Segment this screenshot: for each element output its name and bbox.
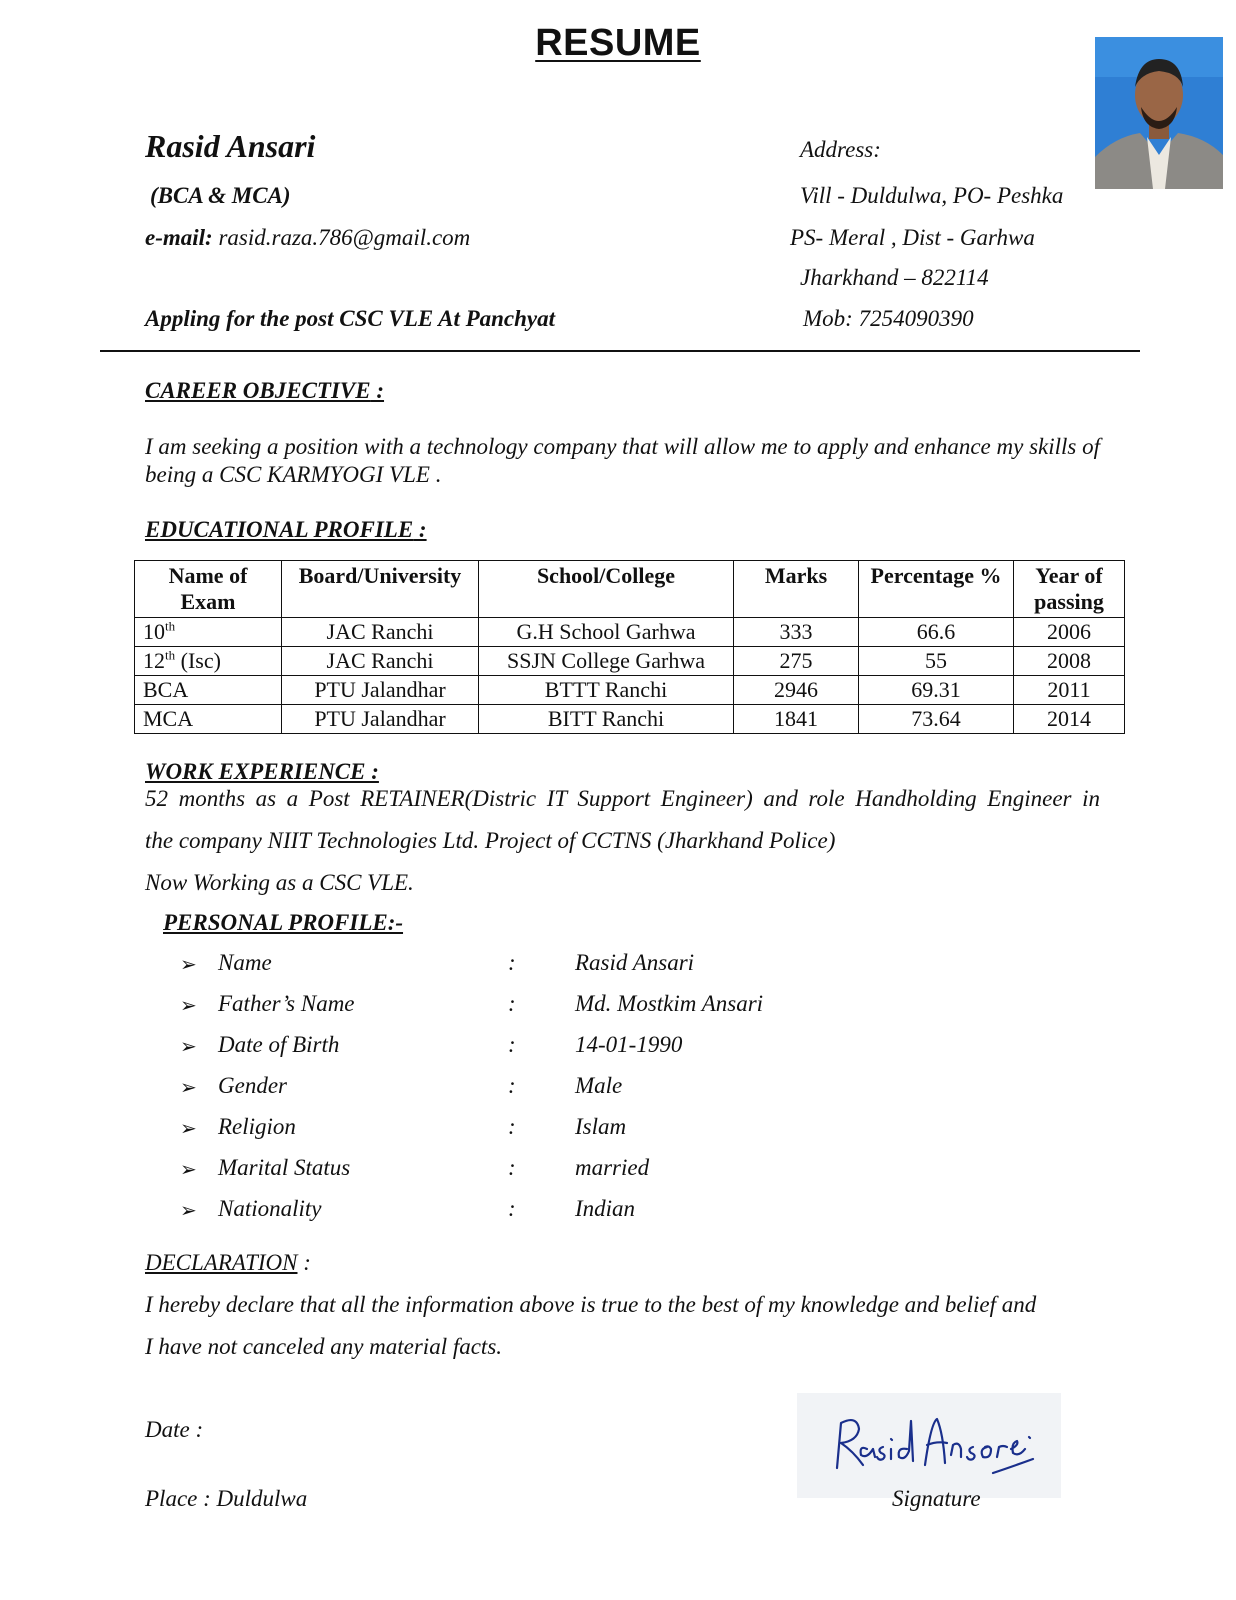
board-cell: JAC Ranchi: [282, 618, 479, 647]
personal-value: Indian: [575, 1196, 636, 1221]
personal-item-father-name: ➢ Father’s Name : Md. Mostkim Ansari: [180, 991, 764, 1017]
address-line-1: Vill - Duldulwa, PO- Peshka: [800, 183, 1064, 208]
educational-profile-heading: EDUCATIONAL PROFILE :: [145, 517, 427, 542]
personal-value: Islam: [575, 1114, 627, 1139]
arrowhead-bullet-icon: ➢: [180, 1036, 197, 1058]
table-row: [135, 676, 1125, 705]
column-header: Year of passing: [1014, 561, 1125, 618]
address-line-3: Jharkhand – 822114: [800, 265, 989, 290]
candidate-name: Rasid Ansari: [145, 128, 316, 164]
personal-label: Religion: [218, 1114, 296, 1139]
year-cell: 2006: [1014, 618, 1125, 647]
place-line: Place : Duldulwa: [145, 1486, 308, 1511]
column-header: Name of Exam: [135, 561, 282, 618]
school-cell: BITT Ranchi: [479, 705, 734, 734]
percentage-cell: 66.6: [859, 618, 1014, 647]
personal-item-marital-status: ➢ Marital Status : married: [180, 1155, 650, 1181]
personal-label: Nationality: [218, 1196, 322, 1221]
work-experience-heading: WORK EXPERIENCE :: [145, 759, 379, 784]
header-divider: [100, 350, 1140, 352]
personal-value: Md. Mostkim Ansari: [575, 991, 764, 1016]
personal-item-nationality: ➢ Nationality : Indian: [180, 1196, 636, 1222]
personal-item-name: ➢ Name : Rasid Ansari: [180, 950, 695, 976]
work-experience-line-3: Now Working as a CSC VLE.: [145, 870, 414, 895]
applying-for-post: Appling for the post CSC VLE At Panchyat: [145, 306, 556, 331]
year-cell: 2014: [1014, 705, 1125, 734]
percentage-cell: 55: [859, 647, 1014, 676]
board-cell: PTU Jalandhar: [282, 705, 479, 734]
mobile-number: Mob: 7254090390: [803, 306, 974, 331]
work-experience-line-1: 52 months as a Post RETAINER(Distric IT Support Engineer) and role Handholding Engineer in: [145, 786, 1100, 811]
year-cell: 2011: [1014, 676, 1125, 705]
board-cell: JAC Ranchi: [282, 647, 479, 676]
personal-item-date-of-birth: ➢ Date of Birth : 14-01-1990: [180, 1032, 683, 1058]
personal-label: Father’s Name: [218, 991, 355, 1016]
declaration-heading: DECLARATION :: [145, 1250, 311, 1275]
arrowhead-bullet-icon: ➢: [180, 1077, 197, 1099]
arrowhead-bullet-icon: ➢: [180, 954, 197, 976]
percentage-cell: 69.31: [859, 676, 1014, 705]
exam-cell: BCA: [135, 676, 282, 705]
personal-value: Rasid Ansari: [575, 950, 695, 975]
column-header: Board/University: [282, 561, 479, 618]
email-label: e-mail:: [145, 225, 213, 250]
marks-cell: 275: [734, 647, 859, 676]
year-cell: 2008: [1014, 647, 1125, 676]
column-header: School/College: [479, 561, 734, 618]
personal-label: Marital Status: [218, 1155, 351, 1180]
personal-item-gender: ➢ Gender : Male: [180, 1073, 623, 1099]
degrees: (BCA & MCA): [150, 183, 291, 208]
career-objective-heading: CAREER OBJECTIVE :: [145, 378, 385, 403]
school-cell: G.H School Garhwa: [479, 618, 734, 647]
marks-cell: 333: [734, 618, 859, 647]
personal-value: married: [575, 1155, 650, 1180]
exam-cell: 12th (Isc): [135, 647, 282, 676]
exam-cell: MCA: [135, 705, 282, 734]
school-cell: BTTT Ranchi: [479, 676, 734, 705]
date-label: Date :: [145, 1417, 204, 1442]
personal-profile-heading: PERSONAL PROFILE:-: [163, 910, 404, 935]
personal-label: Date of Birth: [218, 1032, 340, 1057]
education-table: [134, 560, 1125, 734]
personal-label: Name: [218, 950, 272, 975]
declaration-line-2: I have not canceled any material facts.: [145, 1334, 503, 1359]
board-cell: PTU Jalandhar: [282, 676, 479, 705]
arrowhead-bullet-icon: ➢: [180, 1118, 197, 1140]
personal-value: 14-01-1990: [575, 1032, 683, 1057]
column-header: Percentage %: [859, 561, 1014, 618]
declaration-line-1: I hereby declare that all the information above is true to the best of my knowledge and belief and: [145, 1292, 1037, 1317]
personal-label: Gender: [218, 1073, 287, 1098]
personal-value: Male: [575, 1073, 623, 1098]
resume-title: RESUME: [535, 22, 701, 64]
work-experience-line-2: the company NIIT Technologies Ltd. Project of CCTNS (Jharkhand Police): [145, 828, 836, 853]
school-cell: SSJN College Garhwa: [479, 647, 734, 676]
email-line: [145, 225, 470, 251]
table-row: [135, 618, 1125, 647]
signature-image: [797, 1393, 1061, 1498]
email-value: rasid.raza.786@gmail.com: [218, 225, 471, 250]
profile-photo: [1095, 37, 1223, 189]
table-header-row: [135, 561, 1125, 618]
arrowhead-bullet-icon: ➢: [180, 995, 197, 1017]
table-row: [135, 647, 1125, 676]
career-objective-text: I am seeking a position with a technology company that will allow me to apply and enhance my skills of being a CSC KARMYOGI VLE .: [145, 434, 1100, 487]
exam-cell: 10th: [135, 618, 282, 647]
arrowhead-bullet-icon: ➢: [180, 1159, 197, 1181]
marks-cell: 1841: [734, 705, 859, 734]
column-header: Marks: [734, 561, 859, 618]
signature-caption: Signature: [892, 1486, 981, 1511]
table-row: [135, 705, 1125, 734]
personal-item-religion: ➢ Religion : Islam: [180, 1114, 627, 1140]
arrowhead-bullet-icon: ➢: [180, 1200, 197, 1222]
marks-cell: 2946: [734, 676, 859, 705]
address-line-2: PS- Meral , Dist - Garhwa: [790, 225, 1035, 250]
percentage-cell: 73.64: [859, 705, 1014, 734]
address-label: Address:: [800, 137, 881, 162]
